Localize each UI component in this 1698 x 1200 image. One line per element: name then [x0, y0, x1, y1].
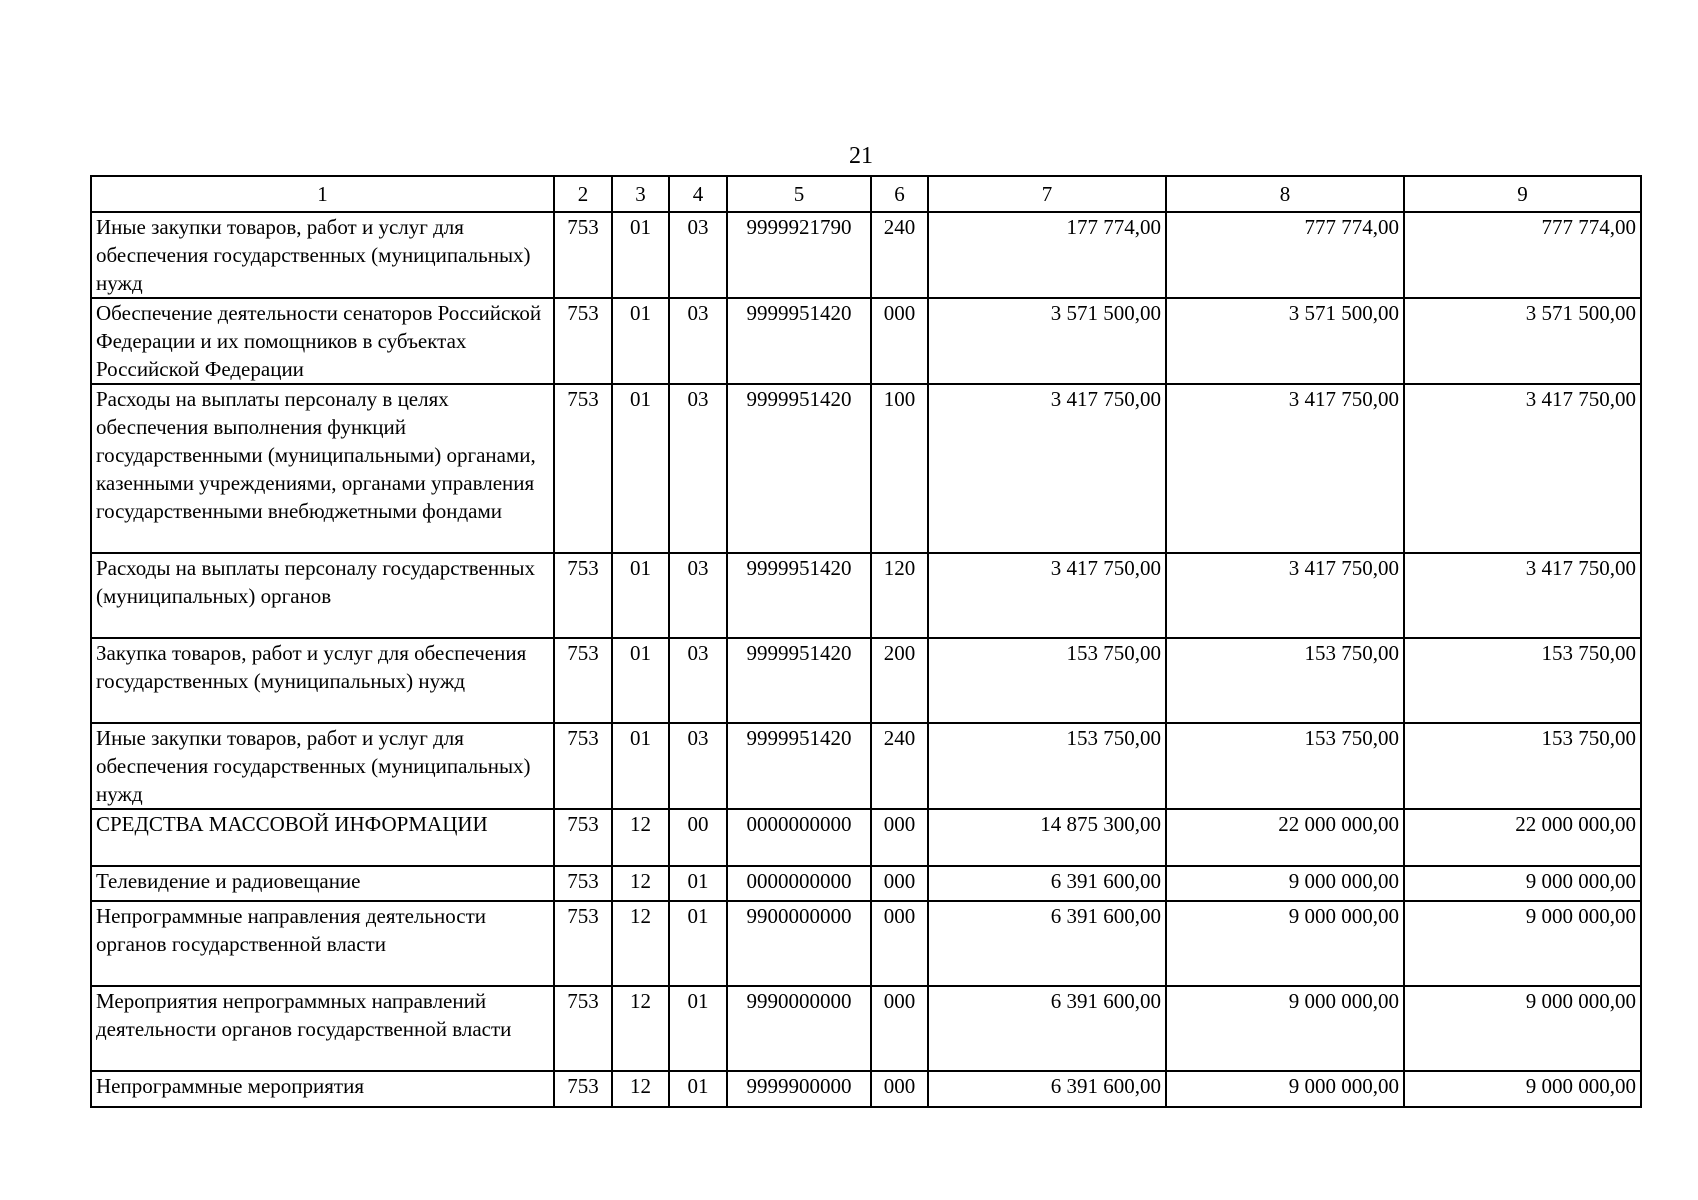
table-row: [91, 866, 1641, 901]
amount-col8: 9 000 000,00: [1166, 866, 1404, 901]
table-body: [91, 212, 1641, 1107]
row-description: Обеспечение деятельности сенаторов Российской Федерации и их помощников в субъектах Российской Федерации: [91, 298, 554, 384]
column-header: 1: [91, 176, 554, 212]
code-target-article: 9900000000: [727, 901, 871, 986]
code-section: 01: [612, 298, 669, 384]
column-header: 6: [871, 176, 928, 212]
code-section: 01: [612, 553, 669, 638]
amount-col9: 153 750,00: [1404, 723, 1641, 809]
code-expense-type: 000: [871, 809, 928, 866]
table-row: [91, 809, 1641, 866]
row-description: Расходы на выплаты персоналу государственных (муниципальных) органов: [91, 553, 554, 638]
code-ministry: 753: [554, 866, 612, 901]
amount-col7: 153 750,00: [928, 723, 1166, 809]
code-ministry: 753: [554, 212, 612, 298]
amount-col8: 777 774,00: [1166, 212, 1404, 298]
amount-col7: 6 391 600,00: [928, 1071, 1166, 1107]
code-expense-type: 000: [871, 1071, 928, 1107]
code-subsection: 01: [669, 866, 727, 901]
table-row: [91, 553, 1641, 638]
code-expense-type: 120: [871, 553, 928, 638]
table-row: [91, 212, 1641, 298]
amount-col8: 9 000 000,00: [1166, 901, 1404, 986]
code-section: 12: [612, 1071, 669, 1107]
amount-col7: 3 571 500,00: [928, 298, 1166, 384]
table-row: [91, 723, 1641, 809]
code-section: 12: [612, 986, 669, 1071]
amount-col9: 3 417 750,00: [1404, 384, 1641, 553]
code-expense-type: 000: [871, 901, 928, 986]
code-section: 12: [612, 901, 669, 986]
code-subsection: 00: [669, 809, 727, 866]
row-description: Иные закупки товаров, работ и услуг для обеспечения государственных (муниципальных) нужд: [91, 212, 554, 298]
row-description: Закупка товаров, работ и услуг для обеспечения государственных (муниципальных) нужд: [91, 638, 554, 723]
code-subsection: 01: [669, 986, 727, 1071]
amount-col8: 9 000 000,00: [1166, 986, 1404, 1071]
code-section: 01: [612, 212, 669, 298]
amount-col7: 3 417 750,00: [928, 553, 1166, 638]
code-ministry: 753: [554, 986, 612, 1071]
code-subsection: 03: [669, 553, 727, 638]
table-row: [91, 298, 1641, 384]
code-expense-type: 240: [871, 212, 928, 298]
code-expense-type: 200: [871, 638, 928, 723]
amount-col8: 22 000 000,00: [1166, 809, 1404, 866]
code-ministry: 753: [554, 638, 612, 723]
amount-col8: 9 000 000,00: [1166, 1071, 1404, 1107]
code-expense-type: 000: [871, 866, 928, 901]
amount-col9: 22 000 000,00: [1404, 809, 1641, 866]
code-ministry: 753: [554, 901, 612, 986]
table-row: [91, 901, 1641, 986]
code-section: 01: [612, 638, 669, 723]
code-subsection: 03: [669, 298, 727, 384]
code-section: 12: [612, 866, 669, 901]
amount-col7: 6 391 600,00: [928, 901, 1166, 986]
code-section: 01: [612, 384, 669, 553]
amount-col8: 153 750,00: [1166, 638, 1404, 723]
code-subsection: 03: [669, 212, 727, 298]
amount-col9: 153 750,00: [1404, 638, 1641, 723]
code-subsection: 01: [669, 901, 727, 986]
table-row: [91, 384, 1641, 553]
page-number: 21: [849, 143, 873, 169]
column-header: 2: [554, 176, 612, 212]
amount-col8: 3 417 750,00: [1166, 553, 1404, 638]
code-target-article: 9999951420: [727, 384, 871, 553]
row-description: СРЕДСТВА МАССОВОЙ ИНФОРМАЦИИ: [91, 809, 554, 866]
column-header: 7: [928, 176, 1166, 212]
amount-col7: 14 875 300,00: [928, 809, 1166, 866]
code-expense-type: 100: [871, 384, 928, 553]
row-description: Мероприятия непрограммных направлений деятельности органов государственной власти: [91, 986, 554, 1071]
amount-col7: 6 391 600,00: [928, 986, 1166, 1071]
code-ministry: 753: [554, 809, 612, 866]
code-expense-type: 000: [871, 298, 928, 384]
code-section: 01: [612, 723, 669, 809]
code-target-article: 9999951420: [727, 298, 871, 384]
row-description: Непрограммные мероприятия: [91, 1071, 554, 1107]
amount-col9: 777 774,00: [1404, 212, 1641, 298]
budget-table: [90, 175, 1642, 1108]
code-target-article: 9990000000: [727, 986, 871, 1071]
column-header: 4: [669, 176, 727, 212]
row-description: Телевидение и радиовещание: [91, 866, 554, 901]
column-header: 5: [727, 176, 871, 212]
code-ministry: 753: [554, 553, 612, 638]
code-ministry: 753: [554, 1071, 612, 1107]
amount-col7: 6 391 600,00: [928, 866, 1166, 901]
header-row: [91, 176, 1641, 212]
code-subsection: 03: [669, 638, 727, 723]
row-description: Расходы на выплаты персоналу в целях обеспечения выполнения функций государственными (муниципальными) органами, казенными учреждениями, органами управления государственными внебюджетными фондами: [91, 384, 554, 553]
amount-col7: 3 417 750,00: [928, 384, 1166, 553]
code-subsection: 03: [669, 384, 727, 553]
code-subsection: 01: [669, 1071, 727, 1107]
row-description: Непрограммные направления деятельности органов государственной власти: [91, 901, 554, 986]
amount-col9: 9 000 000,00: [1404, 901, 1641, 986]
code-expense-type: 240: [871, 723, 928, 809]
code-target-article: 9999951420: [727, 638, 871, 723]
code-section: 12: [612, 809, 669, 866]
amount-col9: 3 571 500,00: [1404, 298, 1641, 384]
code-ministry: 753: [554, 298, 612, 384]
amount-col7: 153 750,00: [928, 638, 1166, 723]
column-header: 9: [1404, 176, 1641, 212]
amount-col8: 153 750,00: [1166, 723, 1404, 809]
code-ministry: 753: [554, 723, 612, 809]
code-target-article: 9999900000: [727, 1071, 871, 1107]
row-description: Иные закупки товаров, работ и услуг для обеспечения государственных (муниципальных) нужд: [91, 723, 554, 809]
code-subsection: 03: [669, 723, 727, 809]
amount-col7: 177 774,00: [928, 212, 1166, 298]
amount-col9: 9 000 000,00: [1404, 986, 1641, 1071]
column-header: 8: [1166, 176, 1404, 212]
code-ministry: 753: [554, 384, 612, 553]
table-row: [91, 986, 1641, 1071]
column-header: 3: [612, 176, 669, 212]
amount-col9: 9 000 000,00: [1404, 1071, 1641, 1107]
code-target-article: 0000000000: [727, 809, 871, 866]
code-target-article: 0000000000: [727, 866, 871, 901]
amount-col8: 3 571 500,00: [1166, 298, 1404, 384]
amount-col9: 9 000 000,00: [1404, 866, 1641, 901]
code-target-article: 9999951420: [727, 723, 871, 809]
code-target-article: 9999951420: [727, 553, 871, 638]
amount-col9: 3 417 750,00: [1404, 553, 1641, 638]
code-expense-type: 000: [871, 986, 928, 1071]
amount-col8: 3 417 750,00: [1166, 384, 1404, 553]
table-row: [91, 1071, 1641, 1107]
table-row: [91, 638, 1641, 723]
code-target-article: 9999921790: [727, 212, 871, 298]
